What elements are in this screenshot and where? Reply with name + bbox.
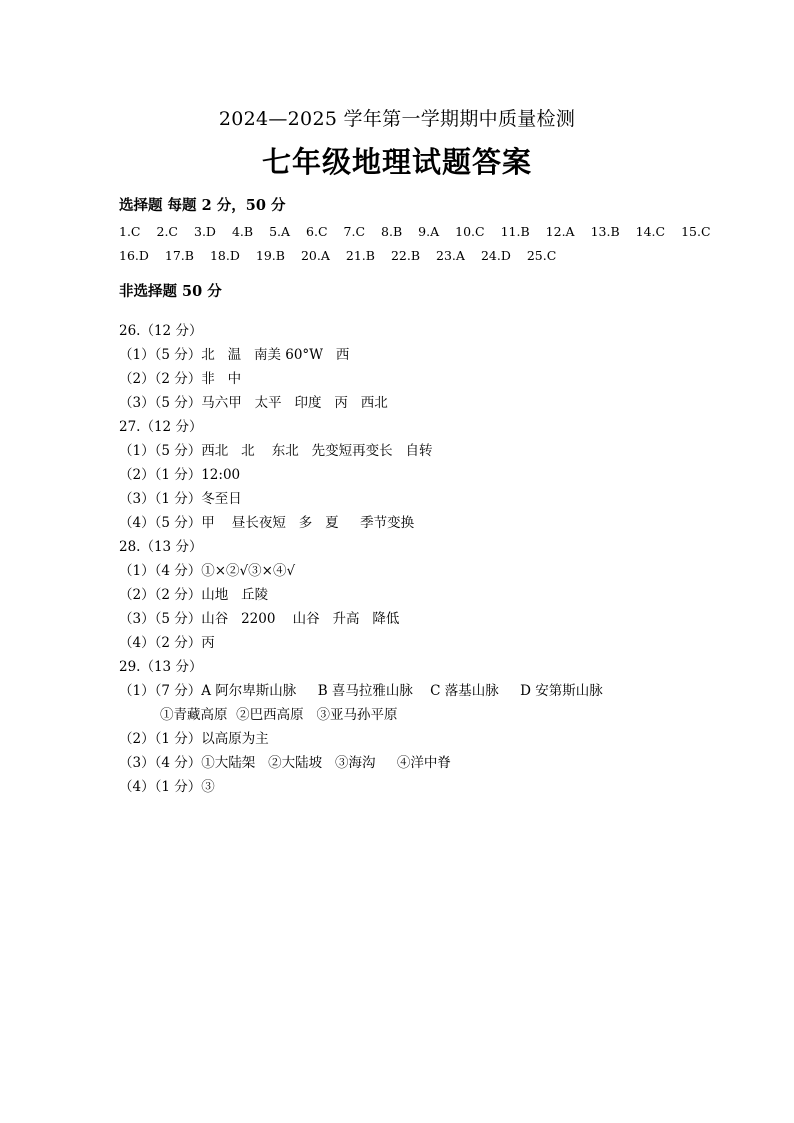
question-28-header: 28.（13 分） [119,539,203,555]
answer-line: （3）（5 分）马六甲 太平 印度 丙 西北 [119,395,388,411]
answer-line-continuation: ①青藏高原 ②巴西高原 ③亚马孙平原 [160,707,398,723]
answer-line: （4）（2 分）丙 [119,635,215,651]
choice-answer: 15.C [681,224,711,239]
choice-answer: 11.B [500,224,530,239]
answer-line: （1）（5 分）西北 北 东北 先变短再变长 自转 [119,443,433,459]
choice-answer: 24.D [480,248,511,263]
choice-answer: 21.B [345,248,375,263]
answer-line: （1）（5 分）北 温 南美 60°W 西 [119,347,350,363]
answer-line: （2）（1 分）12:00 [119,467,241,483]
choice-answer: 13.B [590,224,620,239]
choice-answer: 2.C [156,224,178,239]
non-multiple-choice-heading: 非选择题 50 分 [119,283,222,300]
choice-answer: 1.C [119,224,141,239]
page-title: 七年级地理试题答案 [261,145,532,179]
question-29-header: 29.（13 分） [119,659,203,675]
choice-answer: 12.A [545,224,575,239]
answer-line: （3）（1 分）冬至日 [119,491,242,507]
choice-answer: 8.B [381,224,403,239]
multiple-choice-row-2 [119,248,572,263]
question-26-header: 26.（12 分） [119,323,203,339]
choice-answer: 14.C [635,224,666,239]
choice-answer: 9.A [418,224,440,239]
answer-line: （3）（4 分）①大陆架 ②大陆坡 ③海沟 ④洋中脊 [119,755,451,771]
choice-answer: 22.B [390,248,421,263]
choice-answer: 7.C [343,224,366,239]
multiple-choice-heading: 选择题 每题 2 分，50 分 [119,197,286,214]
choice-answer: 5.A [269,224,291,239]
choice-answer: 16.D [119,248,149,263]
answer-line: （3）（5 分）山谷 2200 山谷 升高 降低 [119,611,400,627]
answer-line: （1）（7 分）A 阿尔卑斯山脉 B 喜马拉雅山脉 C 落基山脉 D 安第斯山脉 [119,683,603,699]
answer-line: （2）（2 分）非 中 [119,371,242,387]
choice-answer: 6.C [306,224,328,239]
exam-period-title: 2024—2025 学年第一学期期中质量检测 [218,108,576,130]
choice-answer: 20.A [300,248,330,263]
choice-answer: 10.C [455,224,485,239]
choice-answer: 18.D [209,248,240,263]
choice-answer: 25.C [526,248,557,263]
choice-answer: 3.D [194,224,216,239]
answer-line: （4）（1 分）③ [119,779,215,795]
answer-line: （2）（1 分）以高原为主 [119,731,269,747]
choice-answer: 23.A [436,248,465,263]
choice-answer: 19.B [255,248,285,263]
choice-answer: 17.B [164,248,194,263]
choice-answer: 4.B [231,224,254,239]
answer-line: （4）（5 分）甲 昼长夜短 多 夏 季节变换 [119,515,415,531]
answer-line: （1）（4 分）①×②√③×④√ [119,563,296,579]
question-27-header: 27.（12 分） [119,419,203,435]
multiple-choice-row-1 [119,224,727,239]
answer-line: （2）（2 分）山地 丘陵 [119,587,269,603]
